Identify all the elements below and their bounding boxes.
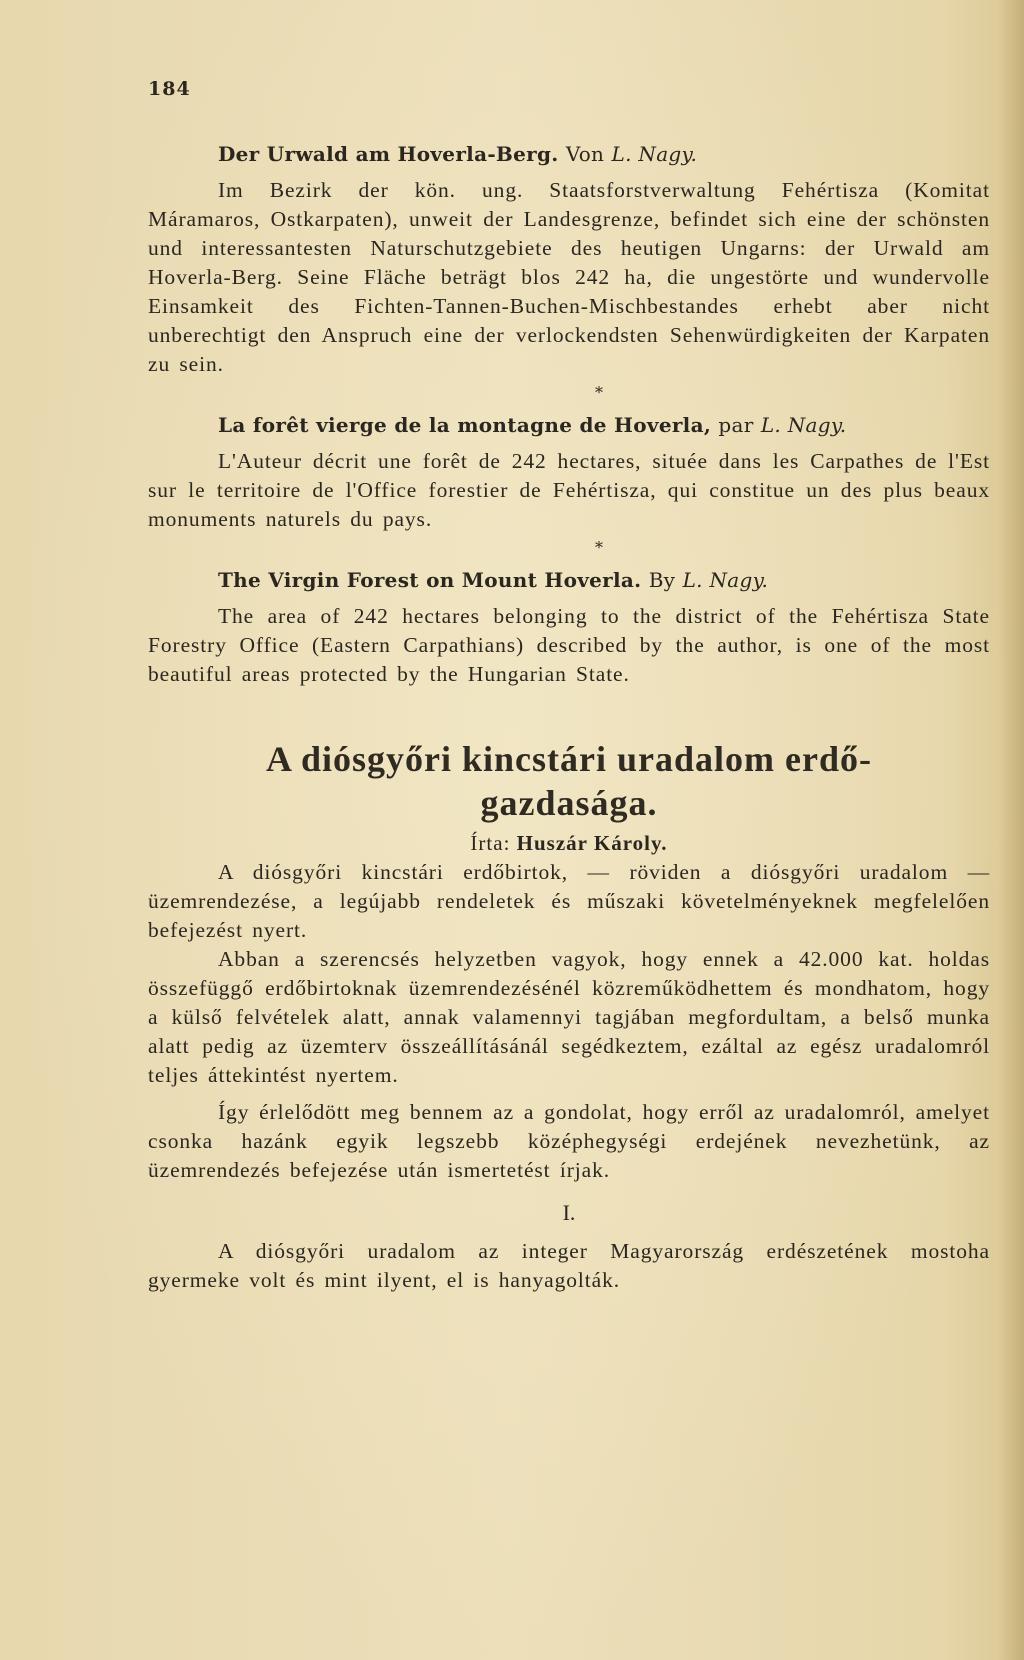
byline-prefix: Írta: bbox=[470, 831, 511, 855]
abstract-body: L'Auteur décrit une forêt de 242 hectares, située dans les Carpathes de l'Est sur le territoire de l'Office forestier de Fehértisza, qui constitue un des plus beaux monuments naturels du pays. bbox=[148, 449, 990, 531]
abstract-english bbox=[148, 566, 990, 689]
article-title-line: A diósgyőri kincstári uradalom erdő- bbox=[265, 739, 872, 779]
abstract-title-prefix: par bbox=[718, 413, 754, 437]
abstract-author: L. Nagy. bbox=[682, 568, 769, 592]
abstract-german bbox=[148, 140, 990, 379]
abstract-title bbox=[148, 140, 990, 168]
article-title-line: gazdasága. bbox=[480, 783, 658, 823]
byline-author: Huszár Károly. bbox=[516, 831, 668, 855]
separator-asterisk: * bbox=[595, 383, 603, 402]
article-paragraph: Abban a szerencsés helyzetben vagyok, hogy ennek a 42.000 kat. holdas összefüggő erdőbirtoknak üzemrendezésénél közreműködhettem és mondhatom, hogy a külső felvételek alatt, annak valamennyi tagjában megfordultam, a belső munka alatt pedig az üzemterv összeállításánál segédkeztem, ezáltal az egész uradalomról teljes áttekintést nyertem. bbox=[148, 947, 990, 1087]
abstract-title-text: Der Urwald am Hoverla-Berg. bbox=[218, 142, 559, 166]
abstract-author: L. Nagy. bbox=[611, 142, 698, 166]
abstract-title-text: The Virgin Forest on Mount Hoverla. bbox=[218, 568, 642, 592]
abstract-body: Im Bezirk der kön. ung. Staatsforstverwaltung Fehértisza (Komitat Máramaros, Ostkarpaten), unweit der Landesgrenze, befindet sich eine der schönsten und interessantesten Naturschutzgebiete des heutigen Ungarns: der Urwald am Hoverla-Berg. Seine Fläche beträgt blos 242 ha, die ungestörte und wundervolle Einsamkeit des Fichten-Tannen-Buchen-Mischbestandes erhebt aber nicht unberechtigt den Anspruch eine der verlockendsten Sehenwürdigkeiten der Karpaten zu sein. bbox=[148, 178, 990, 376]
article bbox=[148, 737, 990, 1295]
page-edge-shadow bbox=[998, 0, 1024, 1660]
article-paragraph: A diósgyőri uradalom az integer Magyarország erdészetének mostoha gyermeke volt és mint ilyent, el is hanyagolták. bbox=[148, 1239, 990, 1292]
article-byline bbox=[148, 831, 990, 856]
page-number: 184 bbox=[148, 78, 191, 100]
abstract-title-prefix: By bbox=[648, 568, 676, 592]
article-paragraph: Így érlelődött meg bennem az a gondolat, hogy erről az uradalomról, amelyet csonka hazánk egyik legszebb középhegységi erdejének nevezhetünk, az üzemrendezés befejezése után ismertetést írjak. bbox=[148, 1100, 990, 1182]
separator-asterisk: * bbox=[595, 538, 603, 557]
abstract-author: L. Nagy. bbox=[760, 413, 847, 437]
abstract-french bbox=[148, 411, 990, 534]
article-title bbox=[148, 737, 990, 825]
abstract-title bbox=[148, 411, 990, 439]
page-content bbox=[148, 140, 990, 1295]
article-paragraph: A diósgyőri kincstári erdőbirtok, — röviden a diósgyőri uradalom — üzemrendezése, a legújabb rendeletek és műszaki követelményeknek megfelelően befejezést nyert. bbox=[148, 860, 990, 942]
abstract-title-text: La forêt vierge de la montagne de Hoverla, bbox=[218, 413, 712, 437]
abstract-title bbox=[148, 566, 990, 594]
section-numeral: I. bbox=[562, 1200, 576, 1225]
abstract-title-prefix: Von bbox=[565, 142, 605, 166]
abstract-body: The area of 242 hectares belonging to the district of the Fehértisza State Forestry Office (Eastern Carpathians) described by the author, is one of the most beautiful areas protected by the Hungarian State. bbox=[148, 604, 990, 686]
